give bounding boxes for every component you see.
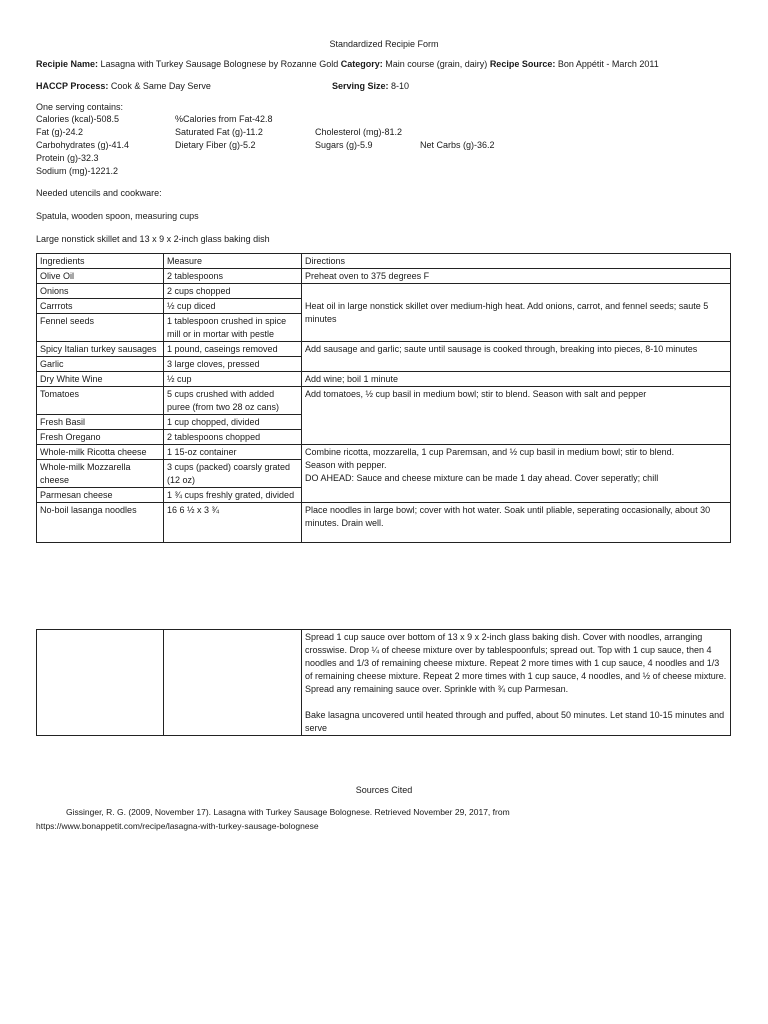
nutrition-calories: Calories (kcal)-508.5 xyxy=(36,114,120,124)
direction-cell: Preheat oven to 375 degrees F xyxy=(302,269,731,284)
direction-cell: Place noodles in large bowl; cover with hot water. Soak until pliable, seperating occasionally, about 30 minutes. Drain well. xyxy=(302,503,731,543)
table-row xyxy=(37,284,731,299)
nutrition-sodium: Sodium (mg)-1221.2 xyxy=(36,166,119,176)
direction-cell: Combine ricotta, mozzarella, 1 cup Paremsan, and ½ cup basil in medium bowl; stir to blend. Season with pepper. DO AHEAD: Sauce and cheese mixture can be made 1 day ahead. Cover seperatly; chill xyxy=(302,445,731,503)
assembly-table xyxy=(36,629,731,736)
recipe-source: Bon Appétit - March 2011 xyxy=(557,59,659,69)
ingredient-cell: Garlic xyxy=(37,357,164,372)
ingredient-cell: Carrrots xyxy=(37,299,164,314)
ingredients-header: Ingredients xyxy=(37,254,164,269)
nutrition-intro: One serving contains: xyxy=(36,102,124,112)
table-row xyxy=(37,387,731,415)
direction-cell: Add tomatoes, ½ cup basil in medium bowl; stir to blend. Season with salt and pepper xyxy=(302,387,731,445)
serving-label: Serving Size: xyxy=(332,81,389,91)
measure-cell: 1 cup chopped, divided xyxy=(164,415,302,430)
recipe-info-line xyxy=(36,58,659,70)
measure-cell: 2 cups chopped xyxy=(164,284,302,299)
measure-cell: 1 pound, caseings removed xyxy=(164,342,302,357)
paragraph-spacer xyxy=(305,696,727,709)
nutrition-fat: Fat (g)-24.2 xyxy=(36,127,84,137)
measure-header: Measure xyxy=(164,254,302,269)
measure-cell: ½ cup xyxy=(164,372,302,387)
ingredient-cell: Whole-milk Ricotta cheese xyxy=(37,445,164,460)
nutrition-sat-fat: Saturated Fat (g)-11.2 xyxy=(175,127,263,137)
sources-heading: Sources Cited xyxy=(355,785,413,795)
empty-measure-cell xyxy=(164,630,302,736)
table-row xyxy=(37,269,731,284)
measure-cell: 1 tablespoon crushed in spice mill or in mortar with pestle xyxy=(164,314,302,342)
directions-header: Directions xyxy=(302,254,731,269)
haccp-process: Cook & Same Day Serve xyxy=(110,81,211,91)
recipe-table xyxy=(36,253,731,543)
measure-cell: 2 tablespoons chopped xyxy=(164,430,302,445)
table-row xyxy=(37,630,731,736)
nutrition-protein: Protein (g)-32.3 xyxy=(36,153,99,163)
ingredient-cell: Spicy Italian turkey sausages xyxy=(37,342,164,357)
measure-cell: 1 15-oz container xyxy=(164,445,302,460)
nutrition-pct-fat: %Calories from Fat-42.8 xyxy=(175,114,273,124)
serving-size: 8-10 xyxy=(391,81,410,91)
measure-cell: 16 6 ½ x 3 ¾ xyxy=(164,503,302,543)
measure-cell: ½ cup diced xyxy=(164,299,302,314)
table-row xyxy=(37,372,731,387)
table-row xyxy=(37,342,731,357)
table-header-row xyxy=(37,254,731,269)
nutrition-carbs: Carbohydrates (g)-41.4 xyxy=(36,140,130,150)
ingredient-cell: Onions xyxy=(37,284,164,299)
recipe-name: Lasagna with Turkey Sausage Bolognese by Rozanne Gold xyxy=(100,59,339,69)
ingredient-cell: Dry White Wine xyxy=(37,372,164,387)
measure-cell: 5 cups crushed with added puree (from two 28 oz cans) xyxy=(164,387,302,415)
assemble-direction: Spread 1 cup sauce over bottom of 13 x 9 x 2-inch glass baking dish. Cover with noodles, arranging crosswise. Drop ¼ of cheese mixture over by tablespoonfuls; spread out. Top with 1 cup sauce, then 4 noodles and 1/3 of remaining cheese mixture. Repeat 2 more times with 1 cup sauce, 4 noodles and 1/3 of remaining cheese mixture. Repeat 2 more times with 1 cup sauce, 4 noodles, and ½ of cheese mixture. Spread any remaining sauce over. Sprinkle with ¾ cup Parmesan. xyxy=(305,632,727,694)
direction-cell xyxy=(302,630,731,736)
direction-cell: Heat oil in large nonstick skillet over medium-high heat. Add onions, carrot, and fennel seeds; saute 5 minutes xyxy=(302,284,731,342)
haccp-line xyxy=(36,80,211,92)
citation-url: https://www.bonappetit.com/recipe/lasagna-with-turkey-sausage-bolognese xyxy=(36,821,319,831)
measure-cell: 2 tablespoons xyxy=(164,269,302,284)
ingredient-cell: Fennel seeds xyxy=(37,314,164,342)
nutrition-net-carbs: Net Carbs (g)-36.2 xyxy=(420,140,495,150)
cookware-heading: Needed utencils and cookware: xyxy=(36,188,162,198)
table-row xyxy=(37,445,731,460)
nutrition-sugars: Sugars (g)-5.9 xyxy=(315,140,373,150)
bake-direction: Bake lasagna uncovered until heated through and puffed, about 50 minutes. Let stand 10-15 minutes and serve xyxy=(305,710,725,733)
serving-line xyxy=(332,80,409,92)
source-label: Recipe Source: xyxy=(489,59,556,69)
cookware-tools: Spatula, wooden spoon, measuring cups xyxy=(36,211,199,221)
nutrition-cholesterol: Cholesterol (mg)-81.2 xyxy=(315,127,403,137)
haccp-label: HACCP Process: xyxy=(36,81,109,91)
ingredient-cell: Parmesan cheese xyxy=(37,488,164,503)
nutrition-fiber: Dietary Fiber (g)-5.2 xyxy=(175,140,256,150)
measure-cell: 3 large cloves, pressed xyxy=(164,357,302,372)
measure-cell: 1 ¾ cups freshly grated, divided xyxy=(164,488,302,503)
ingredient-cell: Fresh Oregano xyxy=(37,430,164,445)
ingredient-cell: Fresh Basil xyxy=(37,415,164,430)
category: Main course (grain, dairy) xyxy=(385,59,488,69)
category-label: Category: xyxy=(340,59,383,69)
table-row xyxy=(37,503,731,543)
ingredient-cell: Whole-milk Mozzarella cheese xyxy=(37,460,164,488)
citation-line-1: Gissinger, R. G. (2009, November 17). Lasagna with Turkey Sausage Bolognese. Retrieved November 29, 2017, from xyxy=(66,807,510,817)
cookware-pans: Large nonstick skillet and 13 x 9 x 2-inch glass baking dish xyxy=(36,234,270,244)
recipe-name-label: Recipie Name: xyxy=(36,59,99,69)
page-title: Standardized Recipie Form xyxy=(329,39,439,49)
direction-cell: Add wine; boil 1 minute xyxy=(302,372,731,387)
ingredient-cell: No-boil lasanga noodles xyxy=(37,503,164,543)
empty-ingredient-cell xyxy=(37,630,164,736)
ingredient-cell: Olive Oil xyxy=(37,269,164,284)
ingredient-cell: Tomatoes xyxy=(37,387,164,415)
measure-cell: 3 cups (packed) coarsly grated (12 oz) xyxy=(164,460,302,488)
direction-cell: Add sausage and garlic; saute until sausage is cooked through, breaking into pieces, 8-10 minutes xyxy=(302,342,731,372)
